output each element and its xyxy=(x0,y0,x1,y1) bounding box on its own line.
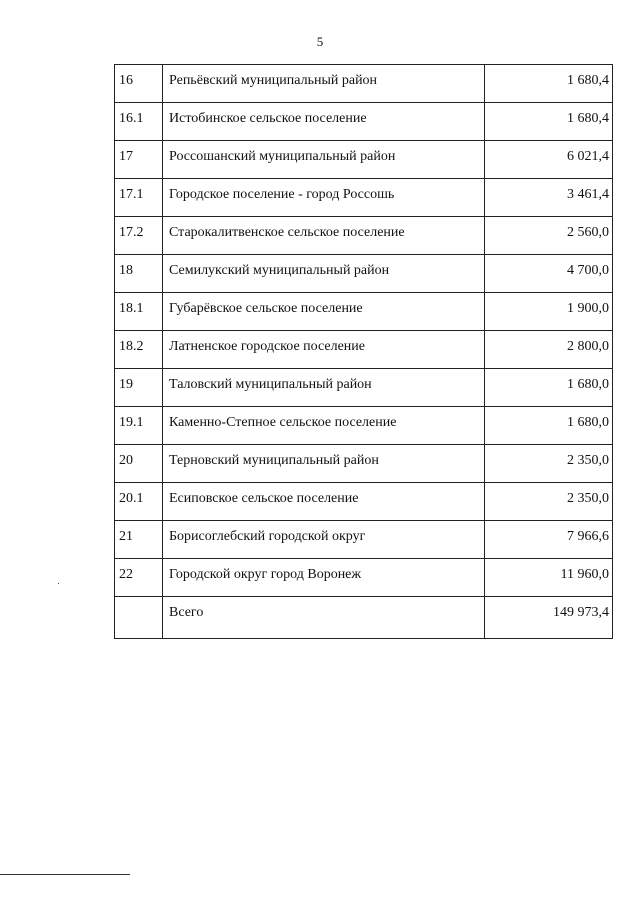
row-number-cell: 18.2 xyxy=(115,331,163,369)
row-number-cell: 21 xyxy=(115,521,163,559)
scan-speck xyxy=(58,583,59,584)
row-value-cell: 4 700,0 xyxy=(485,255,613,293)
table-row xyxy=(115,293,613,331)
row-number-cell: 16 xyxy=(115,65,163,103)
row-value-cell: 1 900,0 xyxy=(485,293,613,331)
table-row-total xyxy=(115,597,613,639)
row-name-cell: Репьёвский муниципальный район xyxy=(163,65,485,103)
row-number-cell: 17.2 xyxy=(115,217,163,255)
row-name-cell: Семилукский муниципальный район xyxy=(163,255,485,293)
table-row xyxy=(115,179,613,217)
table-row xyxy=(115,255,613,293)
row-name-cell: Латненское городское поселение xyxy=(163,331,485,369)
page-number: 5 xyxy=(316,34,324,49)
table-row xyxy=(115,369,613,407)
row-value-cell: 1 680,4 xyxy=(485,65,613,103)
row-value-cell: 3 461,4 xyxy=(485,179,613,217)
row-number-cell: 20 xyxy=(115,445,163,483)
row-name-cell: Каменно-Степное сельское поселение xyxy=(163,407,485,445)
row-name-cell: Есиповское сельское поселение xyxy=(163,483,485,521)
row-number-cell: 22 xyxy=(115,559,163,597)
row-number-cell: 18 xyxy=(115,255,163,293)
table-row xyxy=(115,407,613,445)
table-row xyxy=(115,217,613,255)
row-number-cell: 19 xyxy=(115,369,163,407)
row-value-cell: 11 960,0 xyxy=(485,559,613,597)
row-name-cell: Россошанский муниципальный район xyxy=(163,141,485,179)
row-number-cell: 17 xyxy=(115,141,163,179)
total-label-cell: Всего xyxy=(163,597,485,639)
row-name-cell: Истобинское сельское поселение xyxy=(163,103,485,141)
table-row xyxy=(115,521,613,559)
table-row xyxy=(115,483,613,521)
row-number-cell: 19.1 xyxy=(115,407,163,445)
table-body xyxy=(115,65,613,639)
total-number-cell xyxy=(115,597,163,639)
table-row xyxy=(115,445,613,483)
row-value-cell: 1 680,4 xyxy=(485,103,613,141)
row-number-cell: 20.1 xyxy=(115,483,163,521)
table-row xyxy=(115,559,613,597)
row-name-cell: Губарёвское сельское поселение xyxy=(163,293,485,331)
row-value-cell: 2 350,0 xyxy=(485,445,613,483)
row-number-cell: 18.1 xyxy=(115,293,163,331)
table-row xyxy=(115,103,613,141)
row-name-cell: Терновский муниципальный район xyxy=(163,445,485,483)
budget-table xyxy=(114,64,613,639)
table-row xyxy=(115,65,613,103)
row-name-cell: Городское поселение - город Россошь xyxy=(163,179,485,217)
table-row xyxy=(115,141,613,179)
row-name-cell: Борисоглебский городской округ xyxy=(163,521,485,559)
row-name-cell: Старокалитвенское сельское поселение xyxy=(163,217,485,255)
table-row xyxy=(115,331,613,369)
row-name-cell: Таловский муниципальный район xyxy=(163,369,485,407)
row-name-cell: Городской округ город Воронеж xyxy=(163,559,485,597)
row-number-cell: 17.1 xyxy=(115,179,163,217)
row-value-cell: 6 021,4 xyxy=(485,141,613,179)
row-value-cell: 2 350,0 xyxy=(485,483,613,521)
row-value-cell: 1 680,0 xyxy=(485,369,613,407)
row-number-cell: 16.1 xyxy=(115,103,163,141)
total-value-cell: 149 973,4 xyxy=(485,597,613,639)
row-value-cell: 2 560,0 xyxy=(485,217,613,255)
row-value-cell: 2 800,0 xyxy=(485,331,613,369)
footer-rule xyxy=(0,874,130,875)
row-value-cell: 7 966,6 xyxy=(485,521,613,559)
row-value-cell: 1 680,0 xyxy=(485,407,613,445)
